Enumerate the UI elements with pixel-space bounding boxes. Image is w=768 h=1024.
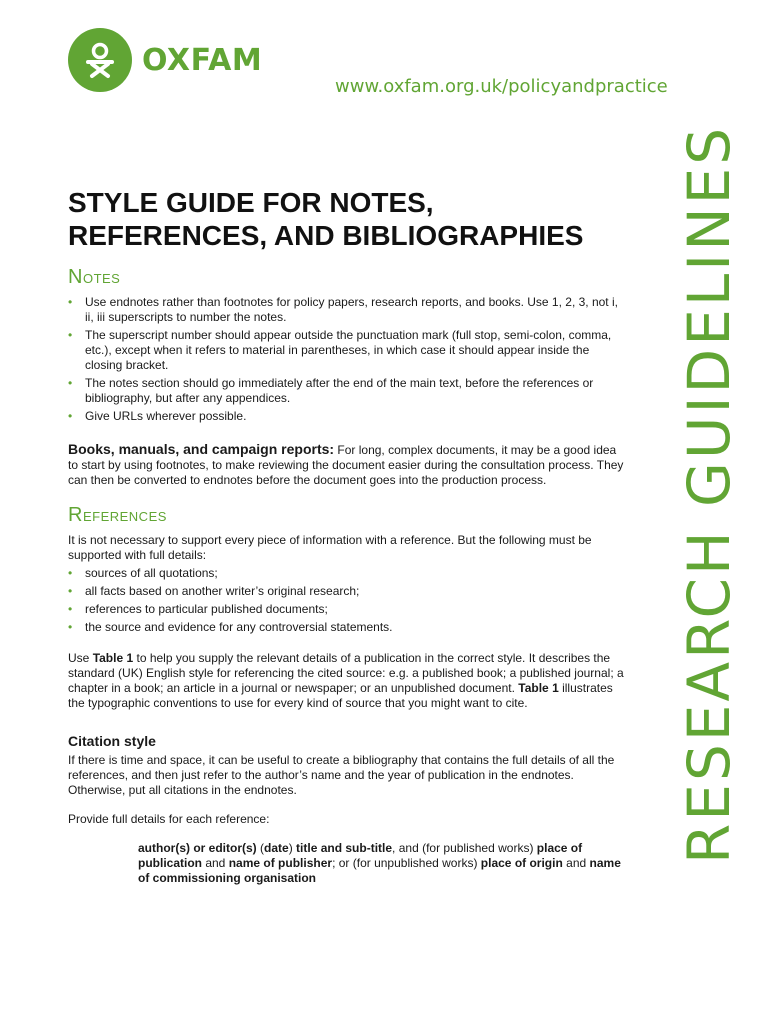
citation-paragraph: If there is time and space, it can be useful to create a bibliography that contains the full details of all the references, and then just refer to the author’s name and the year of publication in the endnotes. Otherwise, put all citations in the endnotes. [68, 753, 615, 797]
list-item: • Use endnotes rather than footnotes for policy papers, research reports, and books. Use 1, 2, 3, not i, ii, iii superscripts to number the notes. [68, 295, 624, 325]
notes-heading: Notes [68, 266, 121, 288]
citation-format-example: author(s) or editor(s) (date) title and sub-title, and (for published works) place of publication and name of publisher; or (for unpublished works) place of origin and name of commissioning organisation [138, 841, 621, 885]
list-item: • references to particular published documents; [68, 602, 624, 617]
list-item: • The superscript number should appear outside the punctuation mark (full stop, semi-colon, comma, etc.), except when it refers to material in parentheses, in which case it should appear inside the closing bracket. [68, 328, 624, 373]
page-title: STYLE GUIDE FOR NOTES, REFERENCES, AND BIBLIOGRAPHIES [68, 187, 584, 251]
oxfam-emblem-icon [68, 28, 132, 92]
references-intro: It is not necessary to support every piece of information with a reference. But the following must be supported with full details: [68, 533, 592, 562]
list-item: • sources of all quotations; [68, 566, 624, 581]
brand-name: OXFAM [142, 42, 263, 78]
books-paragraph: Books, manuals, and campaign reports: For long, complex documents, it may be a good idea to start by using footnotes, to make reviewing the document easier during the consultation process. They can then be converted to endnotes before the document goes into the production process. [68, 441, 624, 487]
table-paragraph: Use Table 1 to help you supply the relevant details of a publication in the correct style. It describes the standard (UK) English style for referencing the cited source: e.g. a published book; a published journal; a chapter in a book; an article in a journal or newspaper; or an unpublished document. Table 1 illustrates the typographic conventions to use for every kind of source that you might want to cite. [68, 651, 624, 710]
list-item: • all facts based on another writer’s original research; [68, 584, 624, 599]
list-item: • Give URLs wherever possible. [68, 409, 624, 424]
list-item: • The notes section should go immediately after the end of the main text, before the references or bibliography, but after any appendices. [68, 376, 624, 406]
policy-url-link[interactable]: www.oxfam.org.uk/policyandpractice [335, 76, 668, 97]
notes-list [68, 295, 624, 424]
references-list [68, 566, 624, 635]
citation-style-heading: Citation style [68, 733, 156, 749]
main-content [68, 186, 624, 886]
oxfam-logo [68, 28, 262, 92]
list-item: • the source and evidence for any controversial statements. [68, 620, 624, 635]
references-heading: References [68, 504, 167, 526]
research-guidelines-banner: RESEARCH GUIDELINES [675, 124, 743, 864]
full-details-paragraph: Provide full details for each reference: [68, 812, 270, 826]
